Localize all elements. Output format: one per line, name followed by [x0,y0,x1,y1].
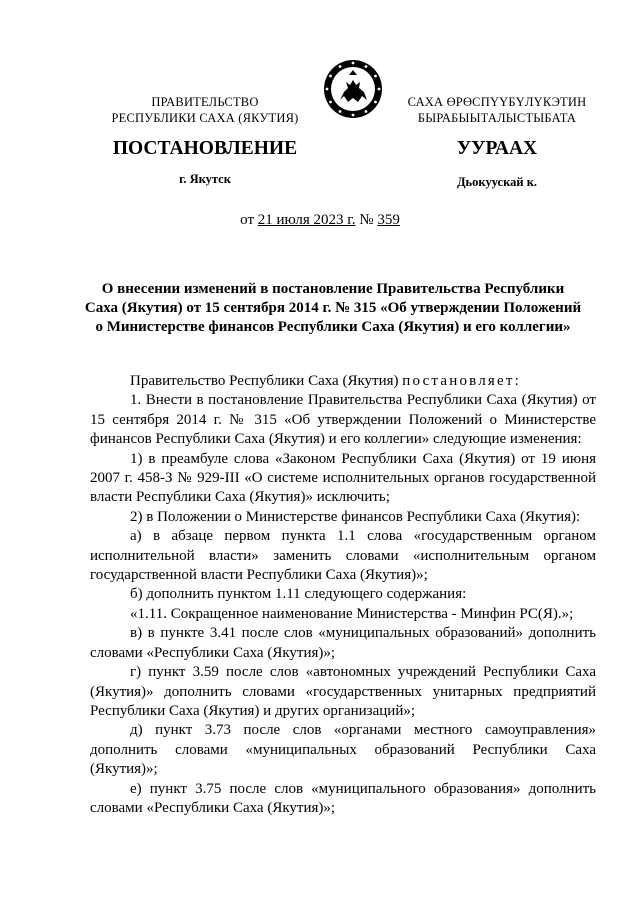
paragraph-d: д) пункт 3.73 после слов «органами местного самоуправления» дополнить словами «муниципальных образований Республики Саха (Якутия)»; [90,722,596,778]
paragraph-1-1: 1) в преамбуле слова «Законом Республики Саха (Якутия) от 19 июня 2007 г. 458-З № 929-III «О системе исполнительных органов государственной власти Республики Саха (Якутия)» исключить; [90,450,596,506]
city-sakha: Дьокуускай к. [456,175,538,189]
doc-type-sakha: УУРААХ [456,138,538,159]
document-body [90,372,596,818]
document-title [80,280,586,337]
paragraph-v: в) в пункте 3.41 после слов «муниципальных образований» дополнить словами «Республики Саха (Якутия)»; [90,625,596,661]
document-date: 21 июля 2023 г. [257,212,356,228]
paragraph-1: 1. Внести в постановление Правительства Республики Саха (Якутия) от 15 сентября 2014 г. № 315 «Об утверждении Положений о Министерстве финансов Республики Саха (Якутия) и его коллегии» следующие изменения: [90,392,596,448]
paragraph-b-quote: «1.11. Сокращенное наименование Министерства - Минфин РС(Я).»; [130,605,574,622]
intro-paragraph [90,372,596,391]
date-line [0,212,640,229]
header-right-line1: САХА ӨРӨСПҮҮБҮЛҮКЭТИН [407,95,587,109]
paragraph-g: г) пункт 3.59 после слов «автономных учреждений Республики Саха (Якутия)» дополнить словами «государственных унитарных предприятий Республики Саха (Якутия) и других организаций»; [90,664,596,719]
header-left-line1: ПРАВИТЕЛЬСТВО [151,95,259,109]
intro-subject: Правительство Республики Саха (Якутия) [130,373,399,389]
paragraph-b: б) дополнить пунктом 1.11 следующего содержания: [130,586,467,603]
government-name-russian [100,94,310,126]
city-russian: г. Якутск [179,172,231,186]
paragraph-1-2: 2) в Положении о Министерстве финансов Республики Саха (Якутия): [130,508,581,525]
header-left-line2: РЕСПУБЛИКИ САХА (ЯКУТИЯ) [111,111,299,125]
number-sign: № [359,212,374,228]
date-prefix: от [240,212,255,228]
header-right-line2: БЫРАБЫЫТАЛЫСТЫБАТА [417,111,577,125]
title-line3: о Министерстве финансов Республики Саха (Якутия) и его коллегии» [95,319,571,335]
government-name-sakha [392,94,602,126]
paragraph-e: е) пункт 3.75 после слов «муниципального образования» дополнить словами «Республики Саха (Якутия)»; [90,780,596,816]
intro-verb: постановляет: [402,373,521,389]
title-line2: Саха (Якутия) от 15 сентября 2014 г. № 315 «Об утверждении Положений [84,300,582,316]
coat-of-arms-emblem [322,58,384,120]
title-line1: О внесении изменений в постановление Правительства Республики [101,281,565,297]
paragraph-a: а) в абзаце первом пункта 1.1 слова «государственным органом исполнительной власти» заменить словами «исполнительным органом государственной власти Республики Саха (Якутия)»; [90,528,596,584]
document-number: 359 [377,212,400,228]
doc-type-russian: ПОСТАНОВЛЕНИЕ [112,138,298,159]
